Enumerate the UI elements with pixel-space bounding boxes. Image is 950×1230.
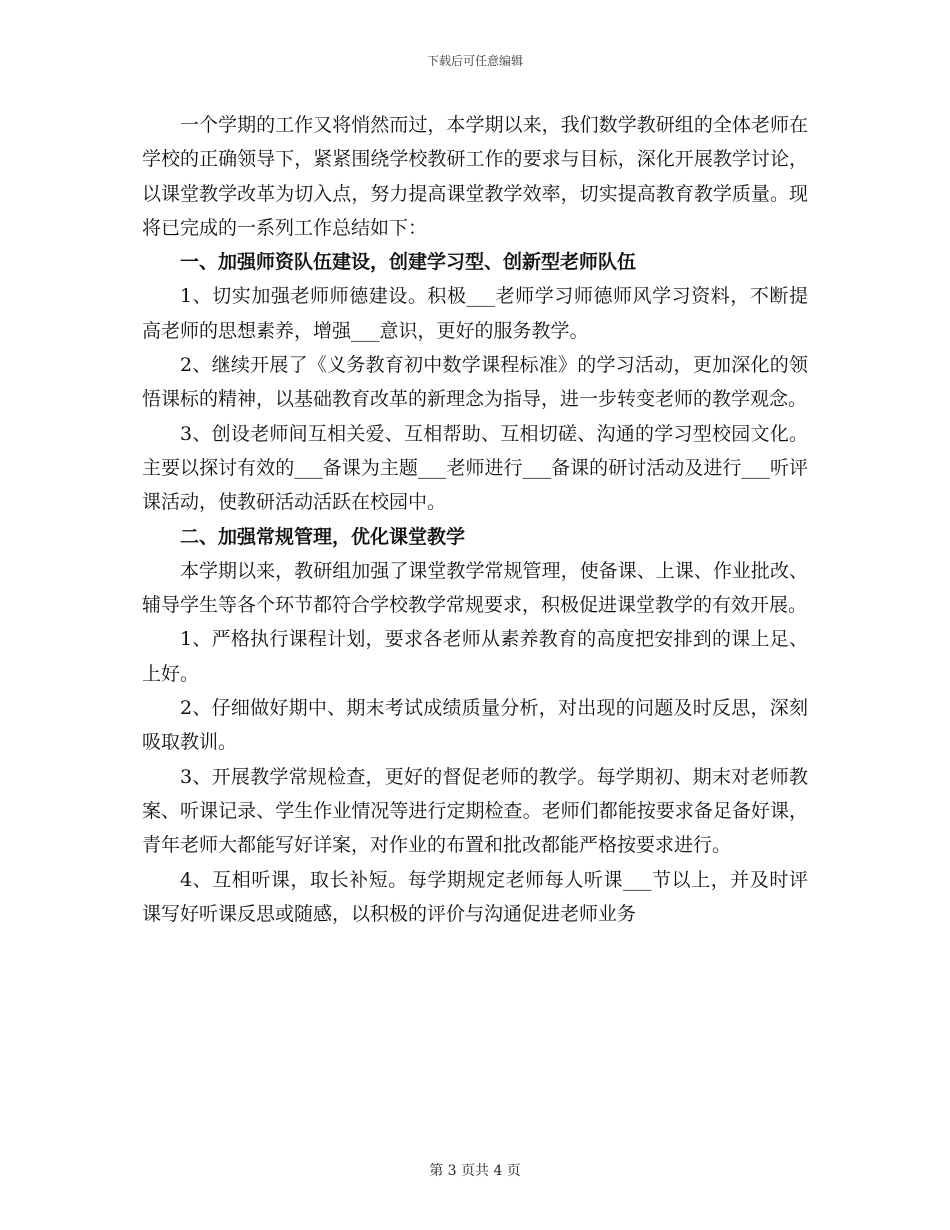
- paragraph-item-2-1: 1、严格执行课程计划，要求各老师从素养教育的高度把安排到的课上足、上好。: [142, 628, 808, 685]
- paragraph-item-1-1: 1、切实加强老师师德建设。积极___老师学习师德师风学习资料，不断提高老师的思想素养，增强___意识，更好的服务教学。: [142, 285, 808, 342]
- page-number: 第 3 页共 4 页: [429, 1163, 521, 1179]
- document-body: [142, 108, 808, 931]
- paragraph-item-2-4: 4、互相听课，取长补短。每学期规定老师每人听课___节以上，并及时评课写好听课反思或随感，以积极的评价与沟通促进老师业务: [142, 868, 808, 925]
- page-header-note: 下载后可任意编辑: [426, 54, 523, 68]
- paragraph-item-2-3: 3、开展教学常规检查，更好的督促老师的教学。每学期初、期末对老师教案、听课记录、学生作业情况等进行定期检查。老师们都能按要求备足备好课，青年老师大都能写好详案，对作业的布置和批改都能严格按要求进行。: [142, 765, 808, 857]
- paragraph-item-2-2: 2、仔细做好期中、期末考试成绩质量分析，对出现的问题及时反思，深刻吸取教训。: [142, 697, 808, 754]
- section-heading-1: 一、加强师资队伍建设，创建学习型、创新型老师队伍: [180, 251, 637, 274]
- section-heading-2: 二、加强常规管理，优化课堂教学: [180, 525, 466, 548]
- paragraph-intro: 一个学期的工作又将悄然而过，本学期以来，我们数学教研组的全体老师在学校的正确领导下，紧紧围绕学校教研工作的要求与目标，深化开展教学讨论，以课堂教学改革为切入点，努力提高课堂教学效率，切实提高教育教学质量。现将已完成的一系列工作总结如下：: [142, 114, 808, 239]
- paragraph-item-1-2: 2、继续开展了《义务教育初中数学课程标准》的学习活动，更加深化的领悟课标的精神，以基础教育改革的新理念为指导，进一步转变老师的教学观念。: [142, 354, 808, 411]
- paragraph-item-1-3: 3、创设老师间互相关爱、互相帮助、互相切磋、沟通的学习型校园文化。主要以探讨有效的___备课为主题___老师进行___备课的研讨活动及进行___听评课活动，使教研活动活跃在校园中。: [142, 422, 808, 514]
- paragraph-section-2-intro: 本学期以来，教研组加强了课堂教学常规管理，使备课、上课、作业批改、辅导学生等各个环节都符合学校教学常规要求，积极促进课堂教学的有效开展。: [142, 559, 808, 617]
